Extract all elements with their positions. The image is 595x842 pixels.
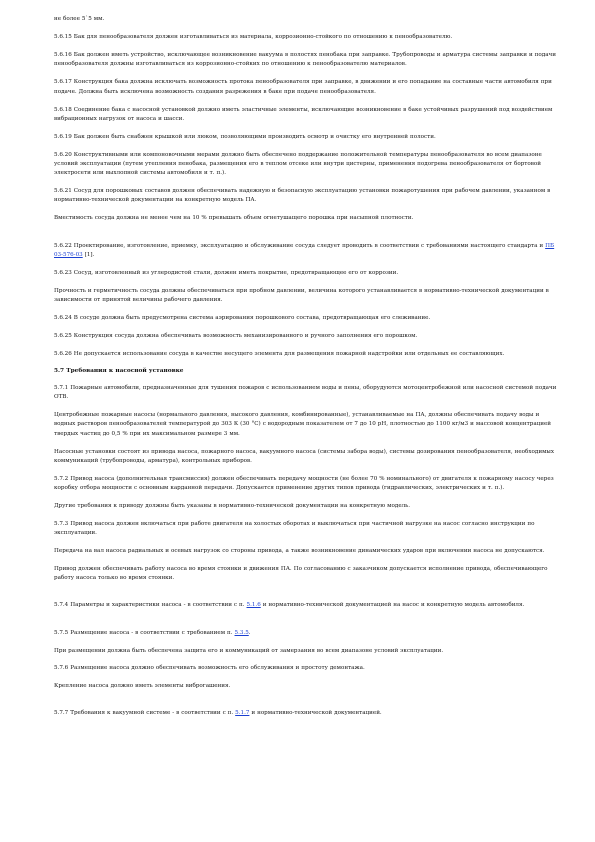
paragraph-5-7-7-text: 5.7.7 Требования к вакуумной системе - в соответствии с п. — [54, 710, 236, 717]
paragraph-5-7-5-tail: . — [248, 629, 251, 636]
paragraph-5-7-4-tail: и нормативно-технической документацией на насос и конкретную модель автомобиля. — [260, 602, 525, 609]
clause-5-1-7-link[interactable]: 5.1.7 — [235, 710, 250, 717]
paragraph-5-7-2: 5.7.2 Привод насоса (дополнительная трансмиссия) должен обеспечивать передачу мощности (не более 70 % номинального) от двигателя к пожарному насосу через коробку отбора мощности с основным карданной передачи. Допускается применение других типов привода (гидравлических, электрических и т. п.). — [54, 475, 554, 492]
paragraph-continuation: не более 5`5 мм. — [54, 16, 105, 22]
paragraph-5-7-4 — [54, 592, 561, 611]
gost-link[interactable]: ПБ 03-576-03 — [54, 242, 555, 258]
section-heading-5-7: 5.7 Требования к насосной установке — [54, 368, 184, 375]
clause-5-3-5-link[interactable]: 5.3.5 — [234, 629, 249, 636]
paragraph-5-6-17: 5.6.17 Конструкция бака должна исключать возможность протока пенообразователя при заправке, в движении и его попадание на составные части автомобиля при подаче. Должна быть исключена возможность создания разрежения в баке при подаче пенообразователя. — [54, 79, 552, 95]
paragraph-5-6-26: 5.6.26 Не допускается использование сосуда в качестве несущего элемента для размещения пожарной надстройки или отдельных ее составляющих. — [54, 350, 505, 357]
paragraph-5-6-25: 5.6.25 Конструкция сосуда должна обеспечивать возможность механизированного и ручного заполнения его порошком. — [54, 332, 418, 339]
paragraph-5-7-3: 5.7.3 Привод насоса должен включаться при работе двигателя на холостых оборотах и выключаться при частичной нагрузке на насос согласно инструкции по эксплуатации. — [54, 520, 535, 537]
paragraph-5-7-5-text: 5.7.5 Размещение насоса - в соответствии с требованием п. — [54, 629, 235, 636]
paragraph-placement: При размещении должна быть обеспечена защита его и коммуникаций от замерзания во всем диапазоне условий эксплуатации. — [54, 647, 444, 654]
paragraph-5-7-7-tail: и нормативно-технической документацией. — [249, 710, 382, 717]
paragraph-5-6-20: 5.6.20 Конструктивными или компоновочными мерами должно быть обеспечено поддержание положительной температуры пенообразователя во всем диапазоне условий эксплуатации (путем утепления пенобака, размещения его в теплом отсеке или внутри цистерны, применения подогрева пенообразователя от бортовой электросети или выхлопной системы автомобиля и т. п.). — [54, 151, 542, 177]
paragraph-strength: Прочность и герметичность сосуда должны обеспечиваться при пробном давлении, величина которого устанавливается в нормативно-технической документации в зависимости от принятой величины рабочего давления. — [54, 287, 549, 303]
paragraph-5-6-19: 5.6.19 Бак должен быть снабжен крышкой или люком, позволяющими производить осмотр и очистку его внутренней полости. — [54, 133, 436, 140]
paragraph-5-7-4-text: 5.7.4 Параметры и характеристики насоса - в соответствии с п. — [54, 602, 247, 609]
paragraph-pump-units: Насосные установки состоят из привода насоса, пожарного насоса, вакуумного насоса (системы забора воды), системы дозирования пенообразователя, необходимых коммуникаций (трубопроводы, арматура), контрольных приборов. — [54, 448, 555, 464]
paragraph-mounting: Крепление насоса должно иметь элементы виброгашения. — [54, 683, 231, 690]
paragraph-5-6-15: 5.6.15 Бак для пенообразователя должен изготавливаться из материала, коррозионно-стойкого по отношению к пенообразователю. — [54, 34, 453, 41]
paragraph-5-6-22-text: 5.6.22 Проектирование, изготовление, приемку, эксплуатацию и обслуживание сосуда следует проводить в соответствии с требованиями настоящего стандарта и — [54, 242, 546, 249]
paragraph-5-6-22-tail: [1]. — [82, 251, 95, 258]
paragraph-drive-other: Другие требования к приводу должны быть указаны в нормативно-технической документации на конкретную модель. — [54, 502, 411, 509]
paragraph-5-7-7 — [54, 700, 561, 719]
paragraph-5-6-22 — [54, 232, 561, 260]
paragraph-capacity: Вместимость сосуда должна не менее чем на 10 % превышать объем огнетушащего порошка при насыпной плотности. — [54, 215, 414, 222]
paragraph-drive-operation: Привод должен обеспечивать работу насоса во время стоянки и движения ПА. По согласованию с заказчиком допускается исполнение привода, обеспечивающего работу насоса только во время стоянки. — [54, 565, 548, 582]
clause-5-1-6-link[interactable]: 5.1.6 — [246, 602, 261, 609]
paragraph-5-6-24: 5.6.24 В сосуде должна быть предусмотрена система аэрирования порошкового состава, предотвращающая его слеживание. — [54, 314, 431, 321]
paragraph-5-6-21: 5.6.21 Сосуд для порошковых составов должен обеспечивать надежную и безопасную эксплуатацию установки пожаротушения при рабочем давлении, указанном в нормативно-технической документации на конкретную модель ПА. — [54, 188, 551, 204]
paragraph-pumps: Центробежные пожарные насосы (нормального давления, высокого давления, комбинированные), устанавливаемые на ПА, должны обеспечивать подачу воды и водных растворов пенообразователей температурой до 303 К (30 °С) с водородным показателем от 7 до 10 рН, плотностью до 1100 кг/м3 и массовой концентрацией твердых частиц до 0,5 % при их максимальном размере 3 мм. — [54, 412, 552, 437]
paragraph-5-7-1: 5.7.1 Пожарные автомобили, предназначенные для тушения пожаров с использованием воды и пены, оборудуются мотоцентробежной или насосной системой подачи ОТВ. — [54, 384, 557, 401]
paragraph-5-7-6: 5.7.6 Размещение насоса должно обеспечивать возможность его обслуживания и простоту демонтажа. — [54, 665, 365, 672]
paragraph-5-6-16: 5.6.16 Бак должен иметь устройство, исключающее возникновение вакуума в полостях пенобака при заправке. Трубопроводы и арматура системы заправки и подачи пенообразователя должны изготавливаться из коррозионно-стойких по отношению к пенообразователю материалов. — [54, 52, 556, 68]
paragraph-5-7-5 — [54, 619, 561, 638]
paragraph-5-6-18: 5.6.18 Соединение бака с насосной установкой должно иметь эластичные элементы, исключающие возникновение в баке устойчивых разрушений под воздействием вибрационных нагрузок от насоса и шасси. — [54, 106, 553, 122]
paragraph-5-6-23: 5.6.23 Сосуд, изготовленный из углеродистой стали, должен иметь покрытие, предотвращающее его от коррозии. — [54, 269, 399, 276]
paragraph-shaft-loads: Передача на вал насоса радиальных и осевых нагрузок со стороны привода, а также возникновение динамических ударов при включении насоса не допускаются. — [54, 548, 545, 555]
